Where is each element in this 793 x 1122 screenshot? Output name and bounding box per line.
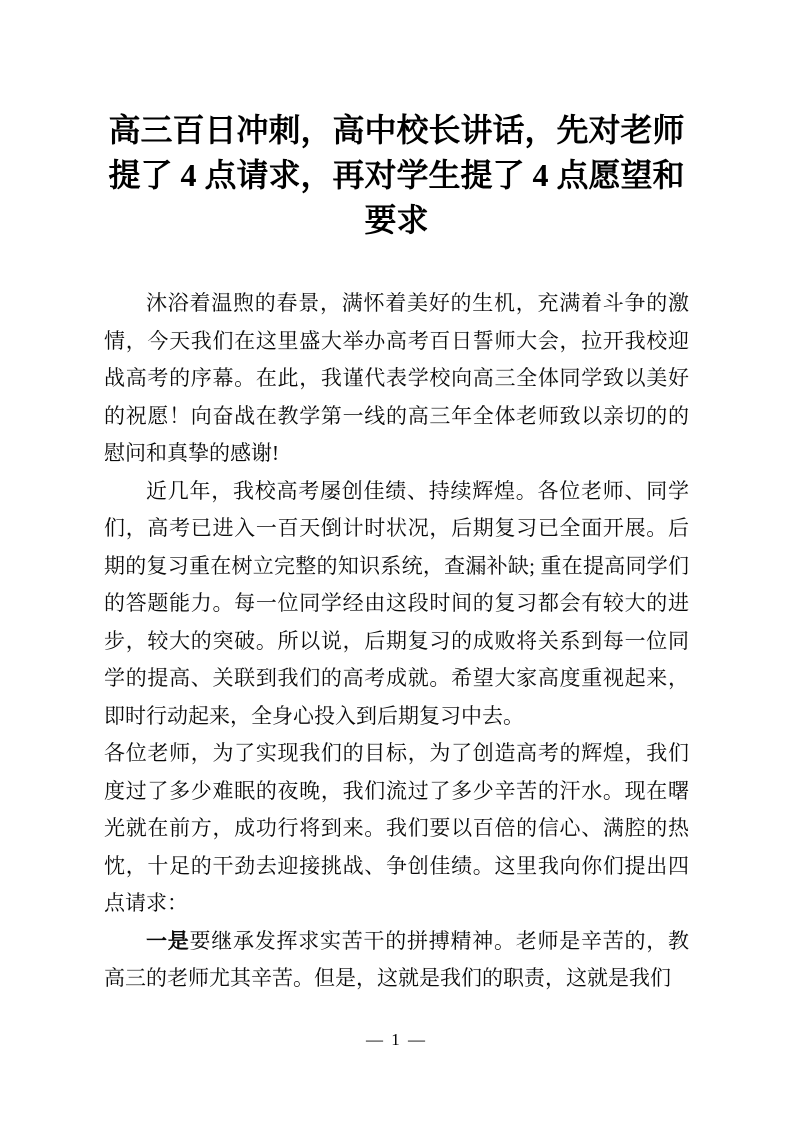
document-title: 高三百日冲刺，高中校长讲话，先对老师提了 4 点请求，再对学生提了 4 点愿望和要求 (108, 112, 685, 238)
paragraph-3: 各位老师，为了实现我们的目标，为了创造高考的辉煌，我们度过了多少难眠的夜晚，我们流过了多少辛苦的汗水。现在曙光就在前方，成功行将到来。我们要以百倍的信心、满腔的热忱，十足的干劲去迎接挑战、争创佳绩。这里我向你们提出四点请求： (104, 741, 689, 915)
paragraph-1: 沐浴着温煦的春景，满怀着美好的生机，充满着斗争的激情，今天我们在这里盛大举办高考百日誓师大会，拉开我校迎战高考的序幕。在此，我谨代表学校向高三全体同学致以美好的祝愿！向奋战在教学第一线的高三年全体老师致以亲切的的慰问和真挚的感谢! (104, 291, 689, 465)
page-number: — 1 — (366, 1030, 427, 1049)
paragraph-4 (104, 923, 689, 998)
paragraph-4-body: 要继承发挥求实苦干的拼搏精神。老师是辛苦的，教高三的老师尤其辛苦。但是，这就是我们的职责，这就是我们 (104, 928, 689, 990)
paragraph-2: 近几年，我校高考屡创佳绩、持续辉煌。各位老师、同学们，高考已进入一百天倒计时状况，后期复习已全面开展。后期的复习重在树立完整的知识系统，查漏补缺; 重在提高同学们的答题能力。每一位同学经由这段时间的复习都会有较大的进步，较大的突破。所以说，后期复习的成败将关系到每一位同学的提高、关联到我们的高考成就。希望大家高度重视起来，即时行动起来，全身心投入到后期复习中去。 (104, 478, 689, 728)
paragraph-4-lead: 一是 (146, 928, 190, 953)
